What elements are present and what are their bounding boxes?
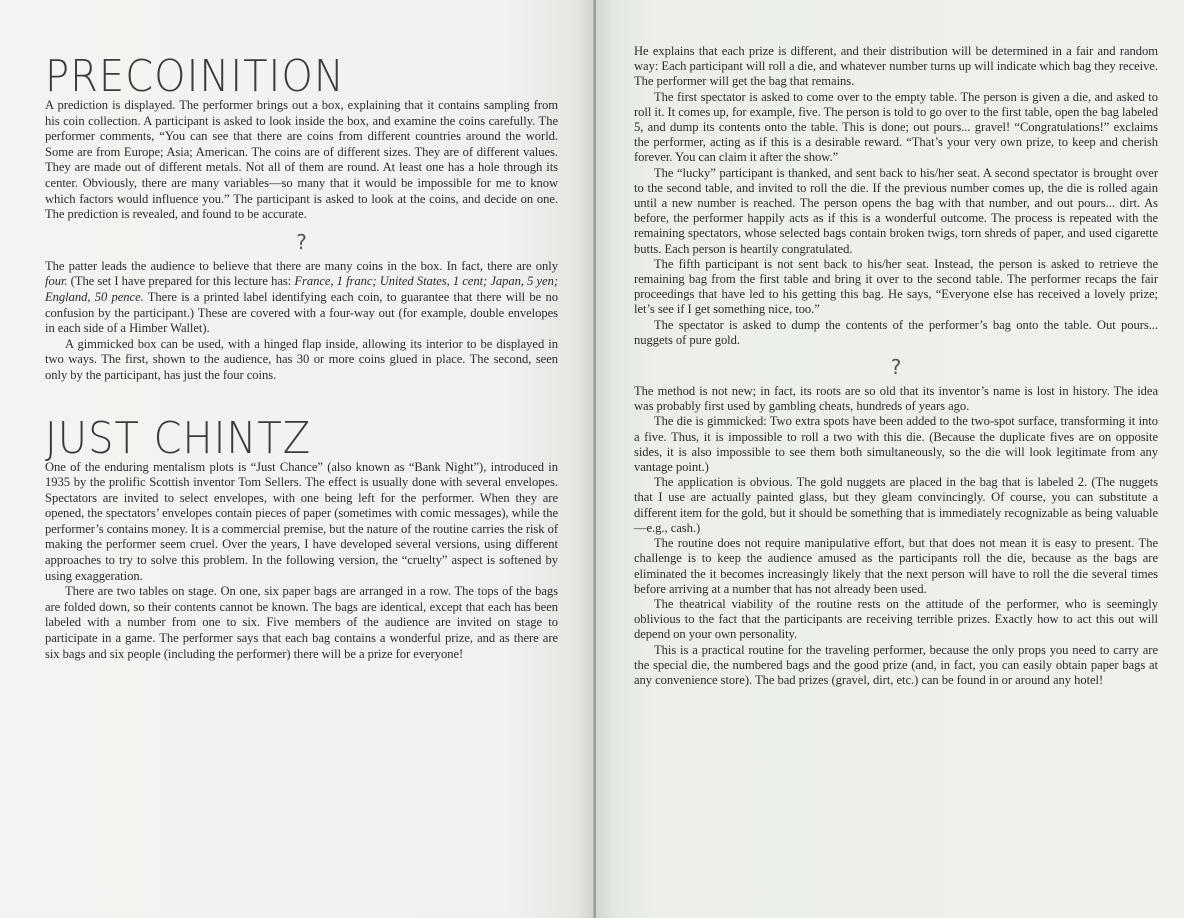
- performer-attitude-paragraph: The theatrical viability of the routine rests on the attitude of the performer, who is seemingly oblivious to the fact that the participants are receiving terrible prizes. Exactly how to act this out will depend on your own personality.: [634, 596, 1158, 642]
- gold-reveal-paragraph: The spectator is asked to dump the contents of the performer’s bag onto the table. Out pours... nuggets of pure gold.: [634, 317, 1158, 347]
- precoinition-effect-paragraph: A prediction is displayed. The performer brings out a box, explaining that it contains sampling from his coin collection. A participant is asked to look inside the box, and examine the coins carefully. The performer comments, “You can see that there are coins from different countries around the world. Some are from Europe; Asia; American. The coins are of different sizes. They are of different values. They are made out of different metals. Not all of them are round. At least one has a hole through its center. Obviously, there are many variables—so many that it would be impossible for me to know which factors would influence you.” The participant is asked to look at the coins, and decide on one. The prediction is revealed, and found to be accurate.: [45, 98, 558, 222]
- second-spectator-paragraph: The “lucky” participant is thanked, and sent back to his/her seat. A second spectator is brought over to the second table, and invited to roll the die. If the previous number comes up, the die is rolled again until a new number is reached. The person opens the bag with that number, and out pours... dirt. As before, the performer happily acts as if this is a wonderful outcome. The process is repeated with the remaining spectators, whose selected bags contain broken twigs, torn shreds of paper, and used cigarette butts. Each person is heartily congratulated.: [634, 165, 1158, 256]
- right-page: [596, 0, 1184, 918]
- just-chintz-heading: JUST CHINTZ: [45, 413, 312, 464]
- precoinition-heading: PRECOINITION: [45, 52, 345, 102]
- travel-routine-paragraph: This is a practical routine for the traveling performer, because the only props you need to carry are the special die, the numbered bags and the good prize (and, in fact, you can easily obtain paper bags at any convenience store). The bad prizes (gravel, dirt, etc.) can be found in or around any hotel!: [634, 642, 1158, 687]
- precoinition-gimmick-paragraph: A gimmicked box can be used, with a hinged flap inside, allowing its interior to be displayed in two ways. The first, shown to the audience, has 30 or more coins glued in place. The second, seen only by the participant, has just the four coins.: [45, 336, 558, 382]
- just-chintz-setup-paragraph: There are two tables on stage. On one, six paper bags are arranged in a row. The tops of the bags are folded down, so their contents cannot be known. The bags are identical, except that each has been labeled with a number from one to six. Five members of the audience are invited on stage to participate in a game. The performer says that each bag contains a wonderful prize, and as there are six bags and six people (including the performer) there will be a prize for everyone!: [45, 584, 558, 661]
- application-paragraph: The application is obvious. The gold nuggets are placed in the bag that is labeled 2. (The nuggets that I use are actually painted glass, but they gleam convincingly. Of course, you can substitute a different item for the gold, but it should be something that is immediately recognizable as being valuable—e.g., cash.): [634, 475, 1158, 535]
- precoinition-method-paragraph: The patter leads the audience to believe that there are many coins in the box. In fact, there are only four. (The set I have prepared for this lecture has: France, 1 franc; United States, 1 cent; Japan, 5 yen; England, 50 pence. There is a printed label identifying each coin, to guarantee that there will be no confusion by the participant.) These are covered with a four-way out (for example, double envelopes in each side of a Himber Wallet).: [45, 258, 559, 336]
- gimmicked-die-paragraph: The die is gimmicked: Two extra spots have been added to the two-spot surface, transforming it into a five. Thus, it is impossible to roll a two with this die. (Because the duplicate fives are on opposite sides, it is also impossible to see them both simultaneously, so the die will look legitimate from any vantage point.): [634, 414, 1158, 475]
- presentation-challenge-paragraph: The routine does not require manipulative effort, but that does not mean it is easy to present. The challenge is to keep the audience amused as the participants roll the die, because as the bags are eliminated the it becomes increasingly likely that the next person will have to roll the die several times before arriving at a number that has not already been used.: [634, 536, 1158, 596]
- section-separator-glyph: ?: [890, 355, 902, 380]
- method-history-paragraph: The method is not new; in fact, its roots are so old that its inventor’s name is lost in history. The idea was probably first used by gambling cheats, hundreds of years ago.: [634, 384, 1158, 414]
- first-spectator-paragraph: The first spectator is asked to come over to the empty table. The person is given a die, and asked to roll it. It comes up, for example, five. The person is told to go over to the first table, open the bag labeled 5, and dump its contents onto the table. This is done; out pours... gravel! “Congratulations!” exclaims the performer, acting as if this is a desirable reward. “That’s your very own prize, to keep and cherish forever. You can claim it after the show.”: [634, 89, 1158, 165]
- fifth-participant-paragraph: The fifth participant is not sent back to his/her seat. Instead, the person is asked to retrieve the remaining bag from the first table and bring it over to the second table. The performer recaps the fair proceedings that have led to his getting this bag. He says, “Everyone else has received a lovely prize; let’s see if I get something nice, too.”: [634, 256, 1158, 317]
- just-chintz-intro-paragraph: One of the enduring mentalism plots is “Just Chance” (also known as “Bank Night”), introduced in 1935 by the prolific Scottish inventor Tom Sellers. The effect is usually done with several envelopes. Spectators are invited to select envelopes, with one being left for the performer. When they are opened, the spectators’ envelopes contain pieces of paper (sometimes with comic messages), while the performer’s contains money. It is a commercial premise, but the nature of the routine carries the risk of making the performer seem cruel. Over the years, I have developed several versions, using different approaches to try to solve this problem. In the following version, the “cruelty” aspect is softened by using exaggeration.: [45, 459, 559, 583]
- prize-explanation-paragraph: He explains that each prize is different, and their distribution will be determined in a fair and random way: Each participant will roll a die, and whatever number turns up will indicate which bag they receive. The performer will get the bag that remains.: [634, 44, 1158, 89]
- section-separator-glyph: ?: [296, 229, 307, 254]
